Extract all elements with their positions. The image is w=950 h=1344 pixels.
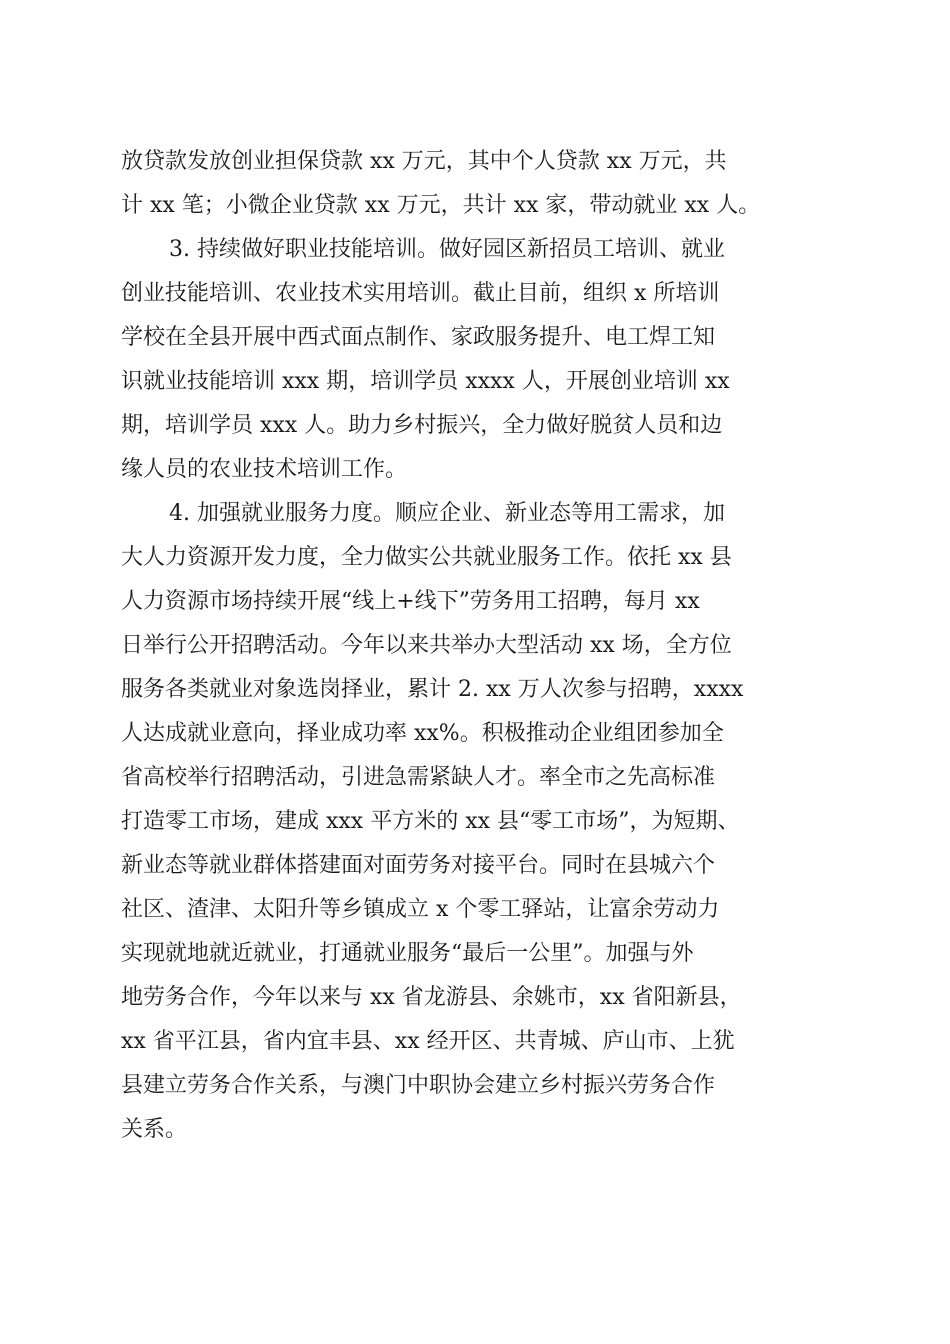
text-line: 学校在全县开展中西式面点制作、家政服务提升、电工焊工知 [121, 325, 716, 350]
text-line: 日举行公开招聘活动。今年以来共举办大型活动 xx 场，全方位 [121, 633, 732, 658]
text-line: 期，培训学员 xxx 人。助力乡村振兴，全力做好脱贫人员和边 [121, 413, 723, 438]
text-line: 服务各类就业对象选岗择业，累计 2. xx 万人次参与招聘，xxxx [121, 677, 744, 702]
text-line: 识就业技能培训 xxx 期，培训学员 xxxx 人，开展创业培训 xx [121, 369, 730, 394]
text-line: 计 xx 笔；小微企业贷款 xx 万元，共计 xx 家，带动就业 xx 人。 [121, 193, 761, 218]
text-line: 放贷款发放创业担保贷款 xx 万元，其中个人贷款 xx 万元，共 [121, 149, 727, 174]
text-line: 人力资源市场持续开展“线上+线下”劳务用工招聘，每月 xx [121, 589, 700, 614]
text-line: xx 省平江县，省内宜丰县、xx 经开区、共青城、庐山市、上犹 [121, 1029, 735, 1054]
text-line: 地劳务合作，今年以来与 xx 省龙游县、余姚市，xx 省阳新县， [121, 985, 742, 1010]
text-line: 县建立劳务合作关系，与澳门中职协会建立乡村振兴劳务合作 [121, 1073, 716, 1098]
text-line: 新业态等就业群体搭建面对面劳务对接平台。同时在县城六个 [121, 853, 716, 878]
text-line: 缘人员的农业技术培训工作。 [121, 457, 408, 482]
text-line: 社区、渣津、太阳升等乡镇成立 x 个零工驿站，让富余劳动力 [121, 897, 720, 922]
section-heading-line: 3. 持续做好职业技能培训。做好园区新招员工培训、就业 [169, 237, 725, 262]
document-body [121, 140, 841, 1152]
text-line: 打造零工市场，建成 xxx 平方米的 xx 县“零工市场”，为短期、 [121, 809, 740, 834]
text-line: 大人力资源开发力度，全力做实公共就业服务工作。依托 xx 县 [121, 545, 732, 570]
text-line: 关系。 [121, 1117, 188, 1142]
text-line: 省高校举行招聘活动，引进急需紧缺人才。率全市之先高标准 [121, 765, 716, 790]
text-line: 实现就地就近就业，打通就业服务“最后一公里”。加强与外 [121, 941, 694, 966]
section-heading-line: 4. 加强就业服务力度。顺应企业、新业态等用工需求，加 [169, 501, 725, 526]
text-line: 人达成就业意向，择业成功率 xx%。积极推动企业组团参加全 [121, 721, 724, 746]
text-line: 创业技能培训、农业技术实用培训。截止目前，组织 x 所培训 [121, 281, 720, 306]
